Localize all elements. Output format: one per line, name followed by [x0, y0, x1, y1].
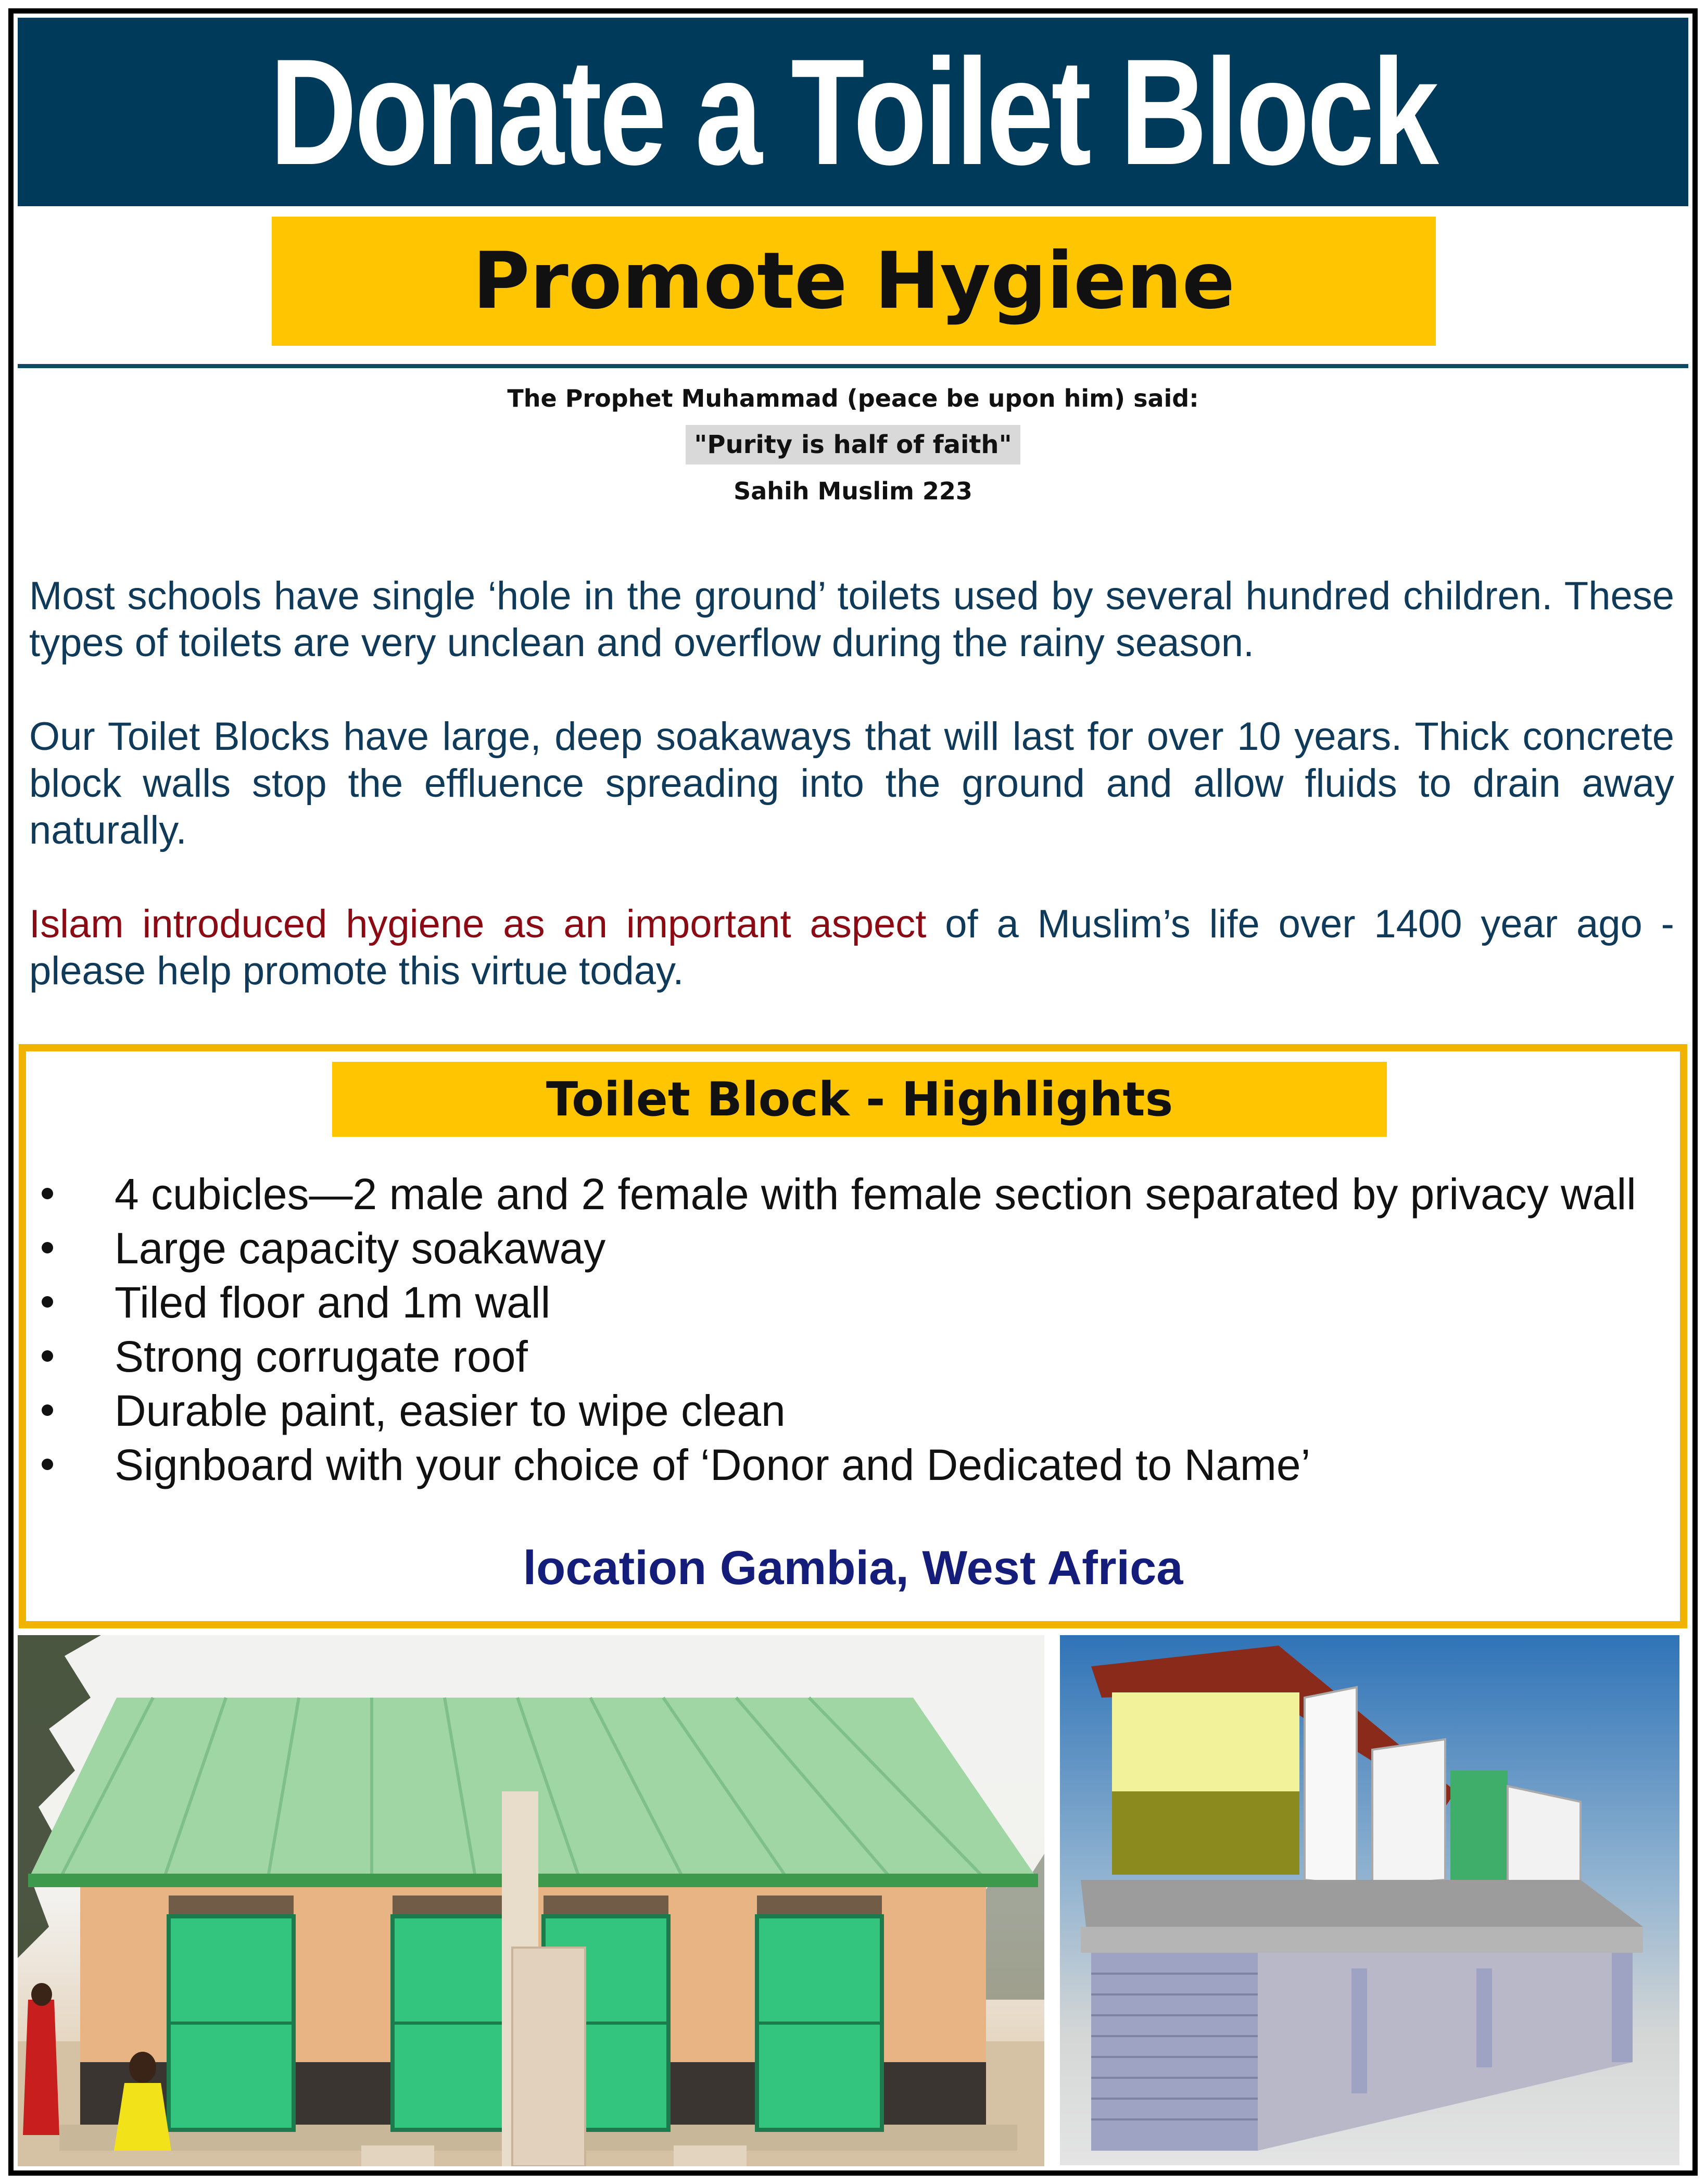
highlights-title-banner [332, 1062, 1387, 1137]
subtitle-banner [272, 217, 1436, 346]
toilet-block-photo [18, 1635, 1044, 2166]
hygiene-highlight-text: Islam introduced hygiene as an important aspect [29, 902, 927, 946]
list-item-text: Strong corrugate roof [115, 1332, 528, 1381]
quote-text-wrap [18, 422, 1688, 468]
paragraph-soakaways: Our Toilet Blocks have large, deep soakaways that will last for over 10 years. Thick concrete block walls stop the effluence spreading into the ground and allow fluids to drain away naturally. [29, 714, 1674, 852]
list-item-text: Tiled floor and 1m wall [115, 1278, 551, 1327]
bullet-icon [42, 1188, 53, 1199]
quote-text: "Purity is half of faith" [686, 425, 1020, 465]
list-item [26, 1438, 1676, 1492]
header-bar [18, 18, 1688, 206]
paragraph-school-toilets: Most schools have single ‘hole in the ground’ toilets used by several hundred children. These types of toilets are very unclean and overflow during the rainy season. [29, 574, 1674, 665]
toilet-block-render [1060, 1635, 1679, 2165]
list-item [26, 1275, 1676, 1329]
list-item-text: 4 cubicles—2 male and 2 female with female section separated by privacy wall [115, 1170, 1636, 1219]
bullet-icon [42, 1459, 53, 1470]
bullet-icon [42, 1242, 53, 1253]
main-title: Donate a Toilet Block [269, 28, 1437, 196]
bullet-icon [42, 1404, 53, 1416]
highlights-list [26, 1167, 1676, 1492]
section-divider [18, 364, 1688, 368]
list-item [26, 1384, 1676, 1438]
list-item [26, 1329, 1676, 1384]
list-item-text: Durable paint, easier to wipe clean [115, 1386, 786, 1435]
bullet-icon [42, 1350, 53, 1362]
paragraph-hygiene-virtue [29, 901, 1674, 995]
highlights-title: Toilet Block - Highlights [546, 1072, 1173, 1127]
toilet-block-illustration [18, 1635, 1044, 2166]
toilet-block-3d-illustration [1060, 1635, 1679, 2165]
highlights-box [19, 1044, 1687, 1628]
subtitle: Promote Hygiene [472, 236, 1235, 327]
quote-intro: The Prophet Muhammad (peace be upon him) said: [507, 384, 1199, 412]
hadith-quote-block [18, 380, 1688, 514]
hygiene-rest-text: of a Muslim’s life over 1400 year ago - please help promote this virtue today. [29, 902, 1674, 993]
list-item-text: Large capacity soakaway [115, 1224, 606, 1273]
list-item-text: Signboard with your choice of ‘Donor and Dedicated to Name’ [115, 1440, 1311, 1489]
bullet-icon [42, 1296, 53, 1308]
list-item [26, 1167, 1676, 1221]
location-label: location Gambia, West Africa [523, 1541, 1183, 1595]
quote-source: Sahih Muslim 223 [734, 477, 972, 505]
list-item [26, 1221, 1676, 1275]
